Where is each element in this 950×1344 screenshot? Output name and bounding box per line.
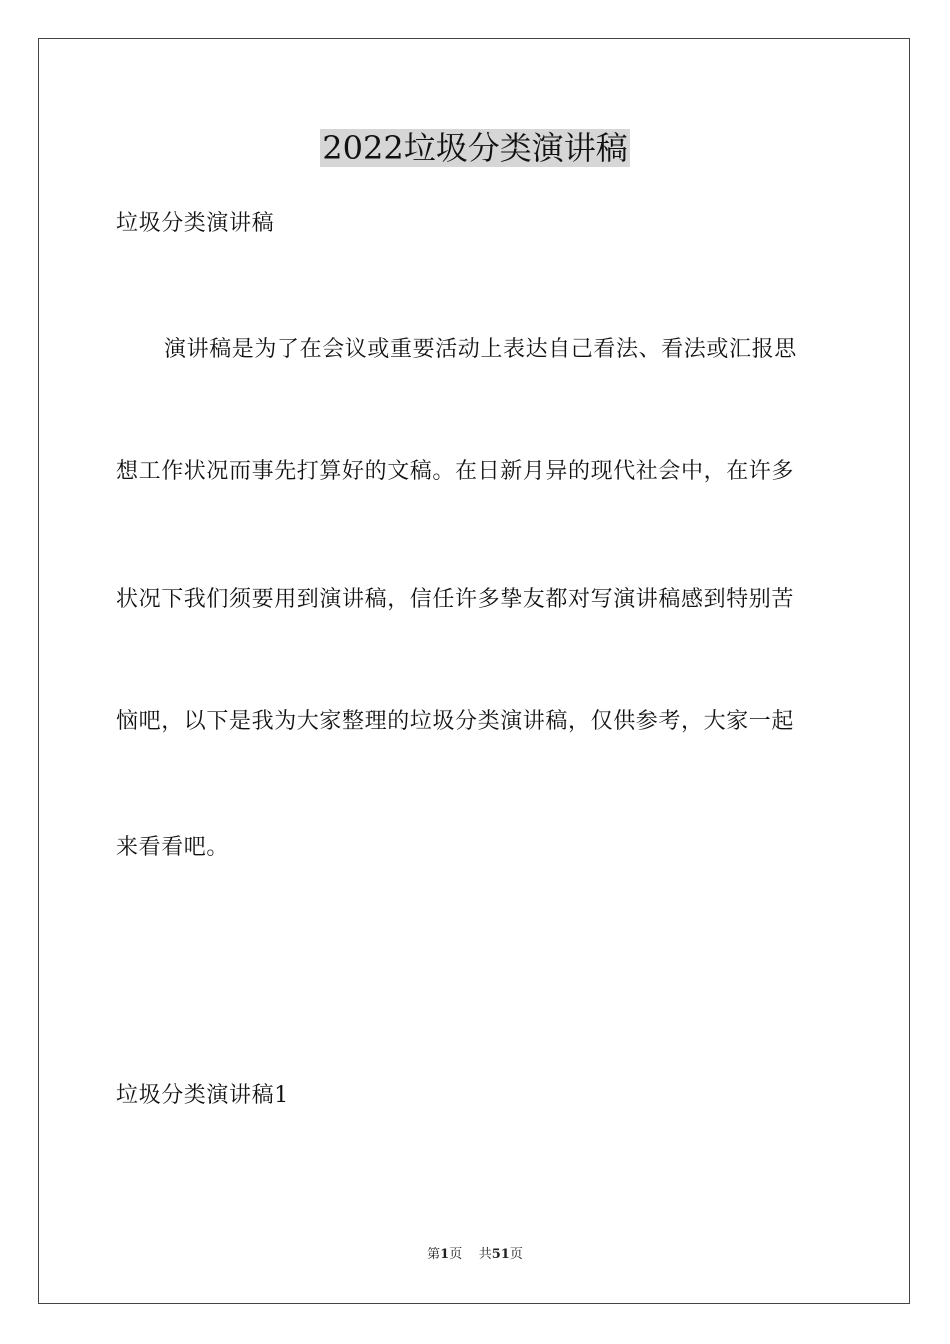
page-footer xyxy=(0,1246,950,1264)
footer-page-suffix: 页 xyxy=(449,1247,463,1262)
paragraph-line: 恼吧，以下是我为大家整理的垃圾分类演讲稿，仅供参考，大家一起 xyxy=(116,709,795,734)
section-heading: 垃圾分类演讲稿1 xyxy=(116,1083,289,1108)
document-title-text: 2022垃圾分类演讲稿 xyxy=(322,129,628,167)
document-subtitle: 垃圾分类演讲稿 xyxy=(116,211,275,236)
footer-total-pages: 51 xyxy=(491,1247,510,1262)
footer-total-prefix: 共 xyxy=(478,1247,492,1262)
footer-total-suffix: 页 xyxy=(509,1247,523,1262)
document-title xyxy=(0,124,950,172)
paragraph-line: 演讲稿是为了在会议或重要活动上表达自己看法、看法或汇报思 xyxy=(164,337,797,362)
paragraph-line: 想工作状况而事先打算好的文稿。在日新月异的现代社会中，在许多 xyxy=(116,459,795,484)
paragraph-line: 来看看吧。 xyxy=(116,835,230,860)
footer-current-page: 1 xyxy=(440,1247,450,1262)
paragraph-line: 状况下我们须要用到演讲稿，信任许多挚友都对写演讲稿感到特别苦 xyxy=(116,587,795,612)
footer-page-prefix: 第 xyxy=(427,1247,441,1262)
